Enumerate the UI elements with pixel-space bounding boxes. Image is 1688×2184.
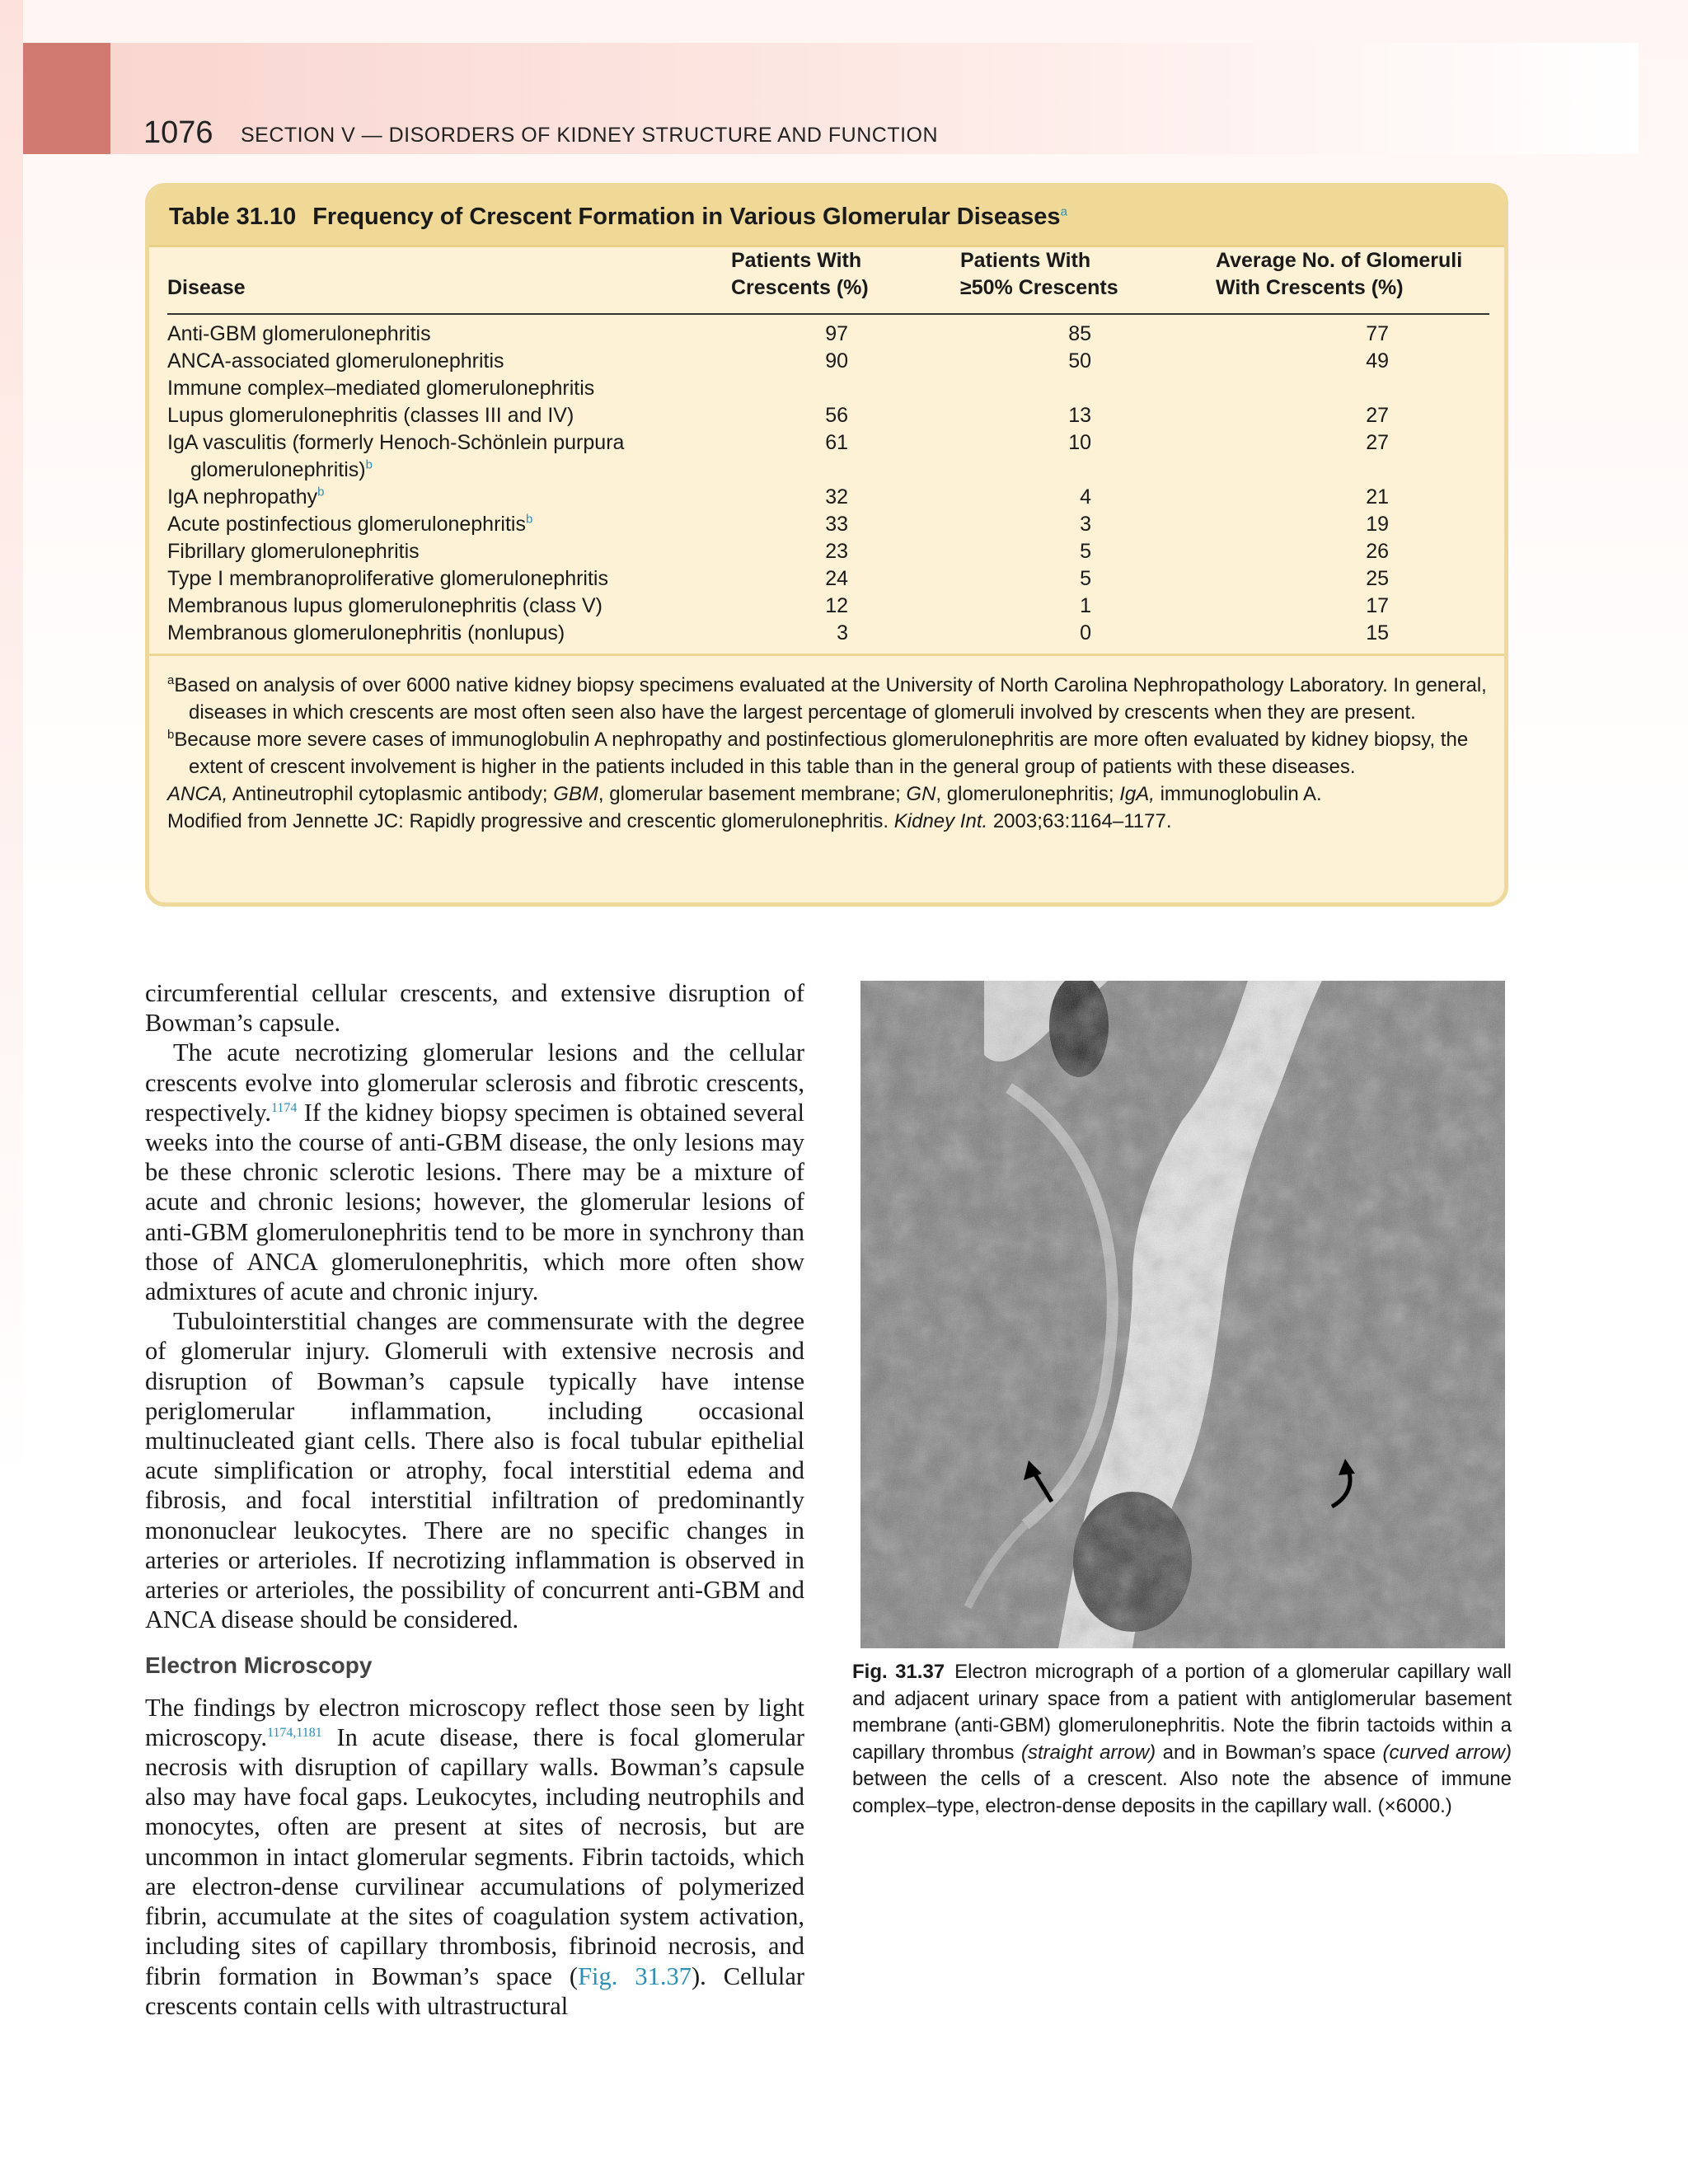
column-header-average-line2: With Crescents (%) bbox=[1216, 276, 1404, 299]
crescents-cell: 24 bbox=[825, 567, 848, 590]
average-cell: 19 bbox=[1366, 513, 1389, 536]
source-note bbox=[167, 808, 1494, 835]
table-row bbox=[149, 593, 1504, 620]
footnote-a bbox=[167, 672, 1494, 726]
citation-ref[interactable]: 1174 bbox=[271, 1100, 298, 1115]
ge50-cell: 1 bbox=[1080, 594, 1091, 617]
ge50-cell: 3 bbox=[1080, 513, 1091, 536]
ge50-cell: 10 bbox=[1068, 431, 1091, 454]
footnote-b bbox=[167, 726, 1494, 780]
disease-cell: Immune complex–mediated glomerulonephritis bbox=[167, 377, 595, 400]
disease-cell: Membranous lupus glomerulonephritis (class V) bbox=[167, 594, 603, 617]
table-row bbox=[149, 511, 1504, 538]
table-row bbox=[149, 565, 1504, 593]
disease-cell-text: Acute postinfectious glomerulonephritis bbox=[167, 513, 526, 536]
electron-micrograph bbox=[860, 981, 1505, 1648]
footnote-mark-b: b bbox=[365, 457, 373, 472]
column-header-crescents-line1: Patients With bbox=[731, 249, 862, 272]
header-rule bbox=[167, 313, 1489, 315]
table-number: Table 31.10 bbox=[169, 204, 297, 230]
column-header-crescents-line2: Crescents (%) bbox=[731, 276, 869, 299]
paragraph: circumferential cellular crescents, and extensive disruption of Bowman’s capsule. bbox=[145, 979, 804, 1038]
table-row bbox=[149, 484, 1504, 511]
table-row bbox=[149, 402, 1504, 429]
caption-straight-arrow: (straight arrow) bbox=[1021, 1741, 1156, 1764]
column-header-ge50-line2: ≥50% Crescents bbox=[960, 276, 1118, 299]
ge50-cell: 13 bbox=[1068, 404, 1091, 427]
figure-label: Fig. 31.37 bbox=[852, 1661, 945, 1683]
average-cell: 27 bbox=[1366, 431, 1389, 454]
section-heading: Electron Microscopy bbox=[145, 1652, 373, 1679]
column-header-average-line1: Average No. of Glomeruli bbox=[1216, 249, 1463, 272]
abbr-iga-def: immunoglobulin A. bbox=[1154, 783, 1322, 805]
caption-text: Electron micrograph of a portion of a glomerular capillary wall and adjacent urinary space from a patient with antiglomerular basement membrane (anti-GBM) glomerulonephritis. Note the fibrin tactoids within a capillary thrombus bbox=[852, 1661, 1512, 1764]
average-cell: 77 bbox=[1366, 322, 1389, 345]
average-cell: 15 bbox=[1366, 621, 1389, 644]
table-title-bar bbox=[149, 187, 1504, 247]
crescents-cell: 23 bbox=[825, 540, 848, 563]
crescents-cell: 56 bbox=[825, 404, 848, 427]
footnote-b-mark: b bbox=[167, 728, 175, 742]
disease-cell-text: glomerulonephritis) bbox=[190, 458, 366, 481]
abbr-anca-def: Antineutrophil cytoplasmic antibody; bbox=[227, 783, 554, 805]
ge50-cell: 85 bbox=[1068, 322, 1091, 345]
disease-cell bbox=[167, 484, 324, 511]
ge50-cell: 5 bbox=[1080, 567, 1091, 590]
caption-text: between the cells of a crescent. Also note the absence of immune complex–type, electron-dense deposits in the capillary wall. (×6000.) bbox=[852, 1768, 1512, 1817]
ge50-cell: 50 bbox=[1068, 349, 1091, 373]
abbr-anca: ANCA, bbox=[167, 783, 228, 805]
crescents-cell: 33 bbox=[825, 513, 848, 536]
table-row bbox=[149, 457, 1504, 484]
paragraph-text: In acute disease, there is focal glomerular necrosis with disruption of capillary walls. Bowman’s capsule also may have focal gaps. Leukocytes, including neutrophils and monocytes, often are present at sites of necrosis, but are uncommon in intact glomerular segments. Fibrin tactoids, which are electron-dense curvilinear accumulations of polymerized fibrin, accumulate at the sites of coagulation system activation, including sites of capillary thrombosis, fibrinoid necrosis, and fibrin formation in Bowman’s space ( bbox=[145, 1722, 804, 1990]
column-header-ge50-line1: Patients With bbox=[960, 249, 1091, 272]
footnote-a-mark: a bbox=[167, 673, 175, 687]
paragraph bbox=[145, 1693, 804, 2021]
caption-curved-arrow: (curved arrow) bbox=[1382, 1741, 1512, 1764]
disease-cell: Membranous glomerulonephritis (nonlupus) bbox=[167, 621, 565, 644]
crescents-cell: 90 bbox=[825, 349, 848, 373]
footnote-mark-b: b bbox=[317, 485, 325, 499]
disease-cell-text: IgA nephropathy bbox=[167, 485, 318, 509]
abbr-gbm-def: , glomerular basement membrane; bbox=[598, 783, 907, 805]
table-row bbox=[149, 620, 1504, 647]
abbr-gn: GN bbox=[906, 783, 936, 805]
crescents-cell: 97 bbox=[825, 322, 848, 345]
abbreviations bbox=[167, 780, 1494, 808]
table-row bbox=[149, 375, 1504, 402]
disease-cell-continued bbox=[190, 457, 373, 484]
abbr-iga: IgA, bbox=[1119, 783, 1155, 805]
column-header-ge50 bbox=[960, 247, 1118, 302]
disease-cell bbox=[167, 511, 532, 538]
crescents-cell: 12 bbox=[825, 594, 848, 617]
source-suffix: 2003;63:1164–1177. bbox=[987, 810, 1172, 832]
column-header-average bbox=[1216, 247, 1462, 302]
table-footnotes bbox=[167, 672, 1494, 835]
running-head: SECTION V — DISORDERS OF KIDNEY STRUCTURE AND FUNCTION bbox=[241, 124, 939, 147]
ge50-cell: 5 bbox=[1080, 540, 1091, 563]
paragraph: Tubulointerstitial changes are commensurate with the degree of glomerular injury. Glomeruli with extensive necrosis and disruption of Bowman’s capsule typically have intense periglomerular inflammation, including occasional multinucleated giant cells. There also is focal tubular epithelial acute simplification or atrophy, focal interstitial edema and fibrosis, and focal interstitial infiltration of predominantly mononuclear leukocytes. There are no specific changes in arteries or arterioles. If necrotizing inflammation is observed in arteries or arterioles, the possibility of concurrent anti-GBM and ANCA disease should be considered. bbox=[145, 1307, 804, 1634]
average-cell: 21 bbox=[1366, 485, 1389, 509]
caption-text: and in Bowman’s space bbox=[1156, 1741, 1383, 1764]
page-edge-strip bbox=[0, 0, 23, 2184]
table-31-10 bbox=[145, 183, 1508, 907]
source-prefix: Modified from Jennette JC: Rapidly progressive and crescentic glomerulonephritis. bbox=[167, 810, 894, 832]
citation-ref[interactable]: 1174,1181 bbox=[266, 1725, 322, 1740]
paragraph-text: The findings by electron microscopy reflect those seen by light microscopy. bbox=[145, 1693, 804, 1751]
micrograph-image bbox=[860, 981, 1505, 1648]
disease-cell: Lupus glomerulonephritis (classes III and IV) bbox=[167, 404, 574, 427]
paragraph-text: If the kidney biopsy specimen is obtained several weeks into the course of anti-GBM disease, the only lesions may be these chronic sclerotic lesions. There may be a mixture of acute and chronic lesions; however, the glomerular lesions of anti-GBM glomerulonephritis tend to be more in synchrony than those of ANCA glomerulonephritis, which more often show admixtures of acute and chronic injury. bbox=[145, 1098, 804, 1306]
footnote-a-text: Based on analysis of over 6000 native kidney biopsy specimens evaluated at the University of North Carolina Nephropathology Laboratory. In general, diseases in which crescents are most often seen also have the largest percentage of glomeruli involved by crescents when they are present. bbox=[174, 674, 1487, 724]
paragraph bbox=[145, 1038, 804, 1306]
disease-cell: Type I membranoproliferative glomerulonephritis bbox=[167, 567, 608, 590]
paragraph-text: ). Cellular crescents contain cells with ultrastructural bbox=[145, 1961, 805, 2020]
header-color-block bbox=[23, 43, 110, 154]
abbr-gbm: GBM bbox=[553, 783, 598, 805]
table-title bbox=[169, 204, 1067, 231]
abbr-gn-def: , glomerulonephritis; bbox=[935, 783, 1120, 805]
table-row bbox=[149, 429, 1504, 457]
disease-cell: Fibrillary glomerulonephritis bbox=[167, 540, 420, 563]
footnote-mark-b: b bbox=[525, 512, 533, 527]
average-cell: 27 bbox=[1366, 404, 1389, 427]
body-text-column bbox=[145, 978, 804, 2021]
table-row bbox=[149, 321, 1504, 348]
source-journal: Kidney Int. bbox=[893, 810, 988, 832]
column-header-disease: Disease bbox=[167, 276, 246, 299]
average-cell: 17 bbox=[1366, 594, 1389, 617]
figure-caption bbox=[852, 1659, 1512, 1820]
page-number: 1076 bbox=[143, 115, 213, 150]
crescents-cell: 61 bbox=[825, 431, 848, 454]
ge50-cell: 4 bbox=[1080, 485, 1091, 509]
crescents-cell: 32 bbox=[825, 485, 848, 509]
table-row bbox=[149, 538, 1504, 565]
average-cell: 25 bbox=[1366, 567, 1389, 590]
average-cell: 26 bbox=[1366, 540, 1389, 563]
footnote-b-text: Because more severe cases of immunoglobulin A nephropathy and postinfectious glomerulonephritis are more often evaluated by kidney biopsy, the extent of crescent involvement is higher in the patients included in this table than in the general group of patients with these diseases. bbox=[174, 729, 1469, 778]
paragraph-text: The acute necrotizing glomerular lesions and the cellular crescents evolve into glomerular sclerosis and fibrotic crescents, respectively. bbox=[145, 1038, 804, 1127]
table-row bbox=[149, 348, 1504, 375]
table-title-text: Frequency of Crescent Formation in Various Glomerular Diseases bbox=[312, 204, 1061, 230]
disease-cell: ANCA-associated glomerulonephritis bbox=[167, 349, 504, 373]
table-title-footnote-mark: a bbox=[1060, 204, 1067, 219]
column-header-crescents bbox=[731, 247, 869, 302]
ge50-cell: 0 bbox=[1080, 621, 1091, 644]
disease-cell: Anti-GBM glomerulonephritis bbox=[167, 322, 431, 345]
footnote-rule bbox=[149, 654, 1504, 656]
figure-link[interactable]: Fig. 31.37 bbox=[578, 1961, 692, 1990]
disease-cell: IgA vasculitis (formerly Henoch-Schönlein purpura bbox=[167, 431, 625, 454]
average-cell: 49 bbox=[1366, 349, 1389, 373]
crescents-cell: 3 bbox=[837, 621, 848, 644]
